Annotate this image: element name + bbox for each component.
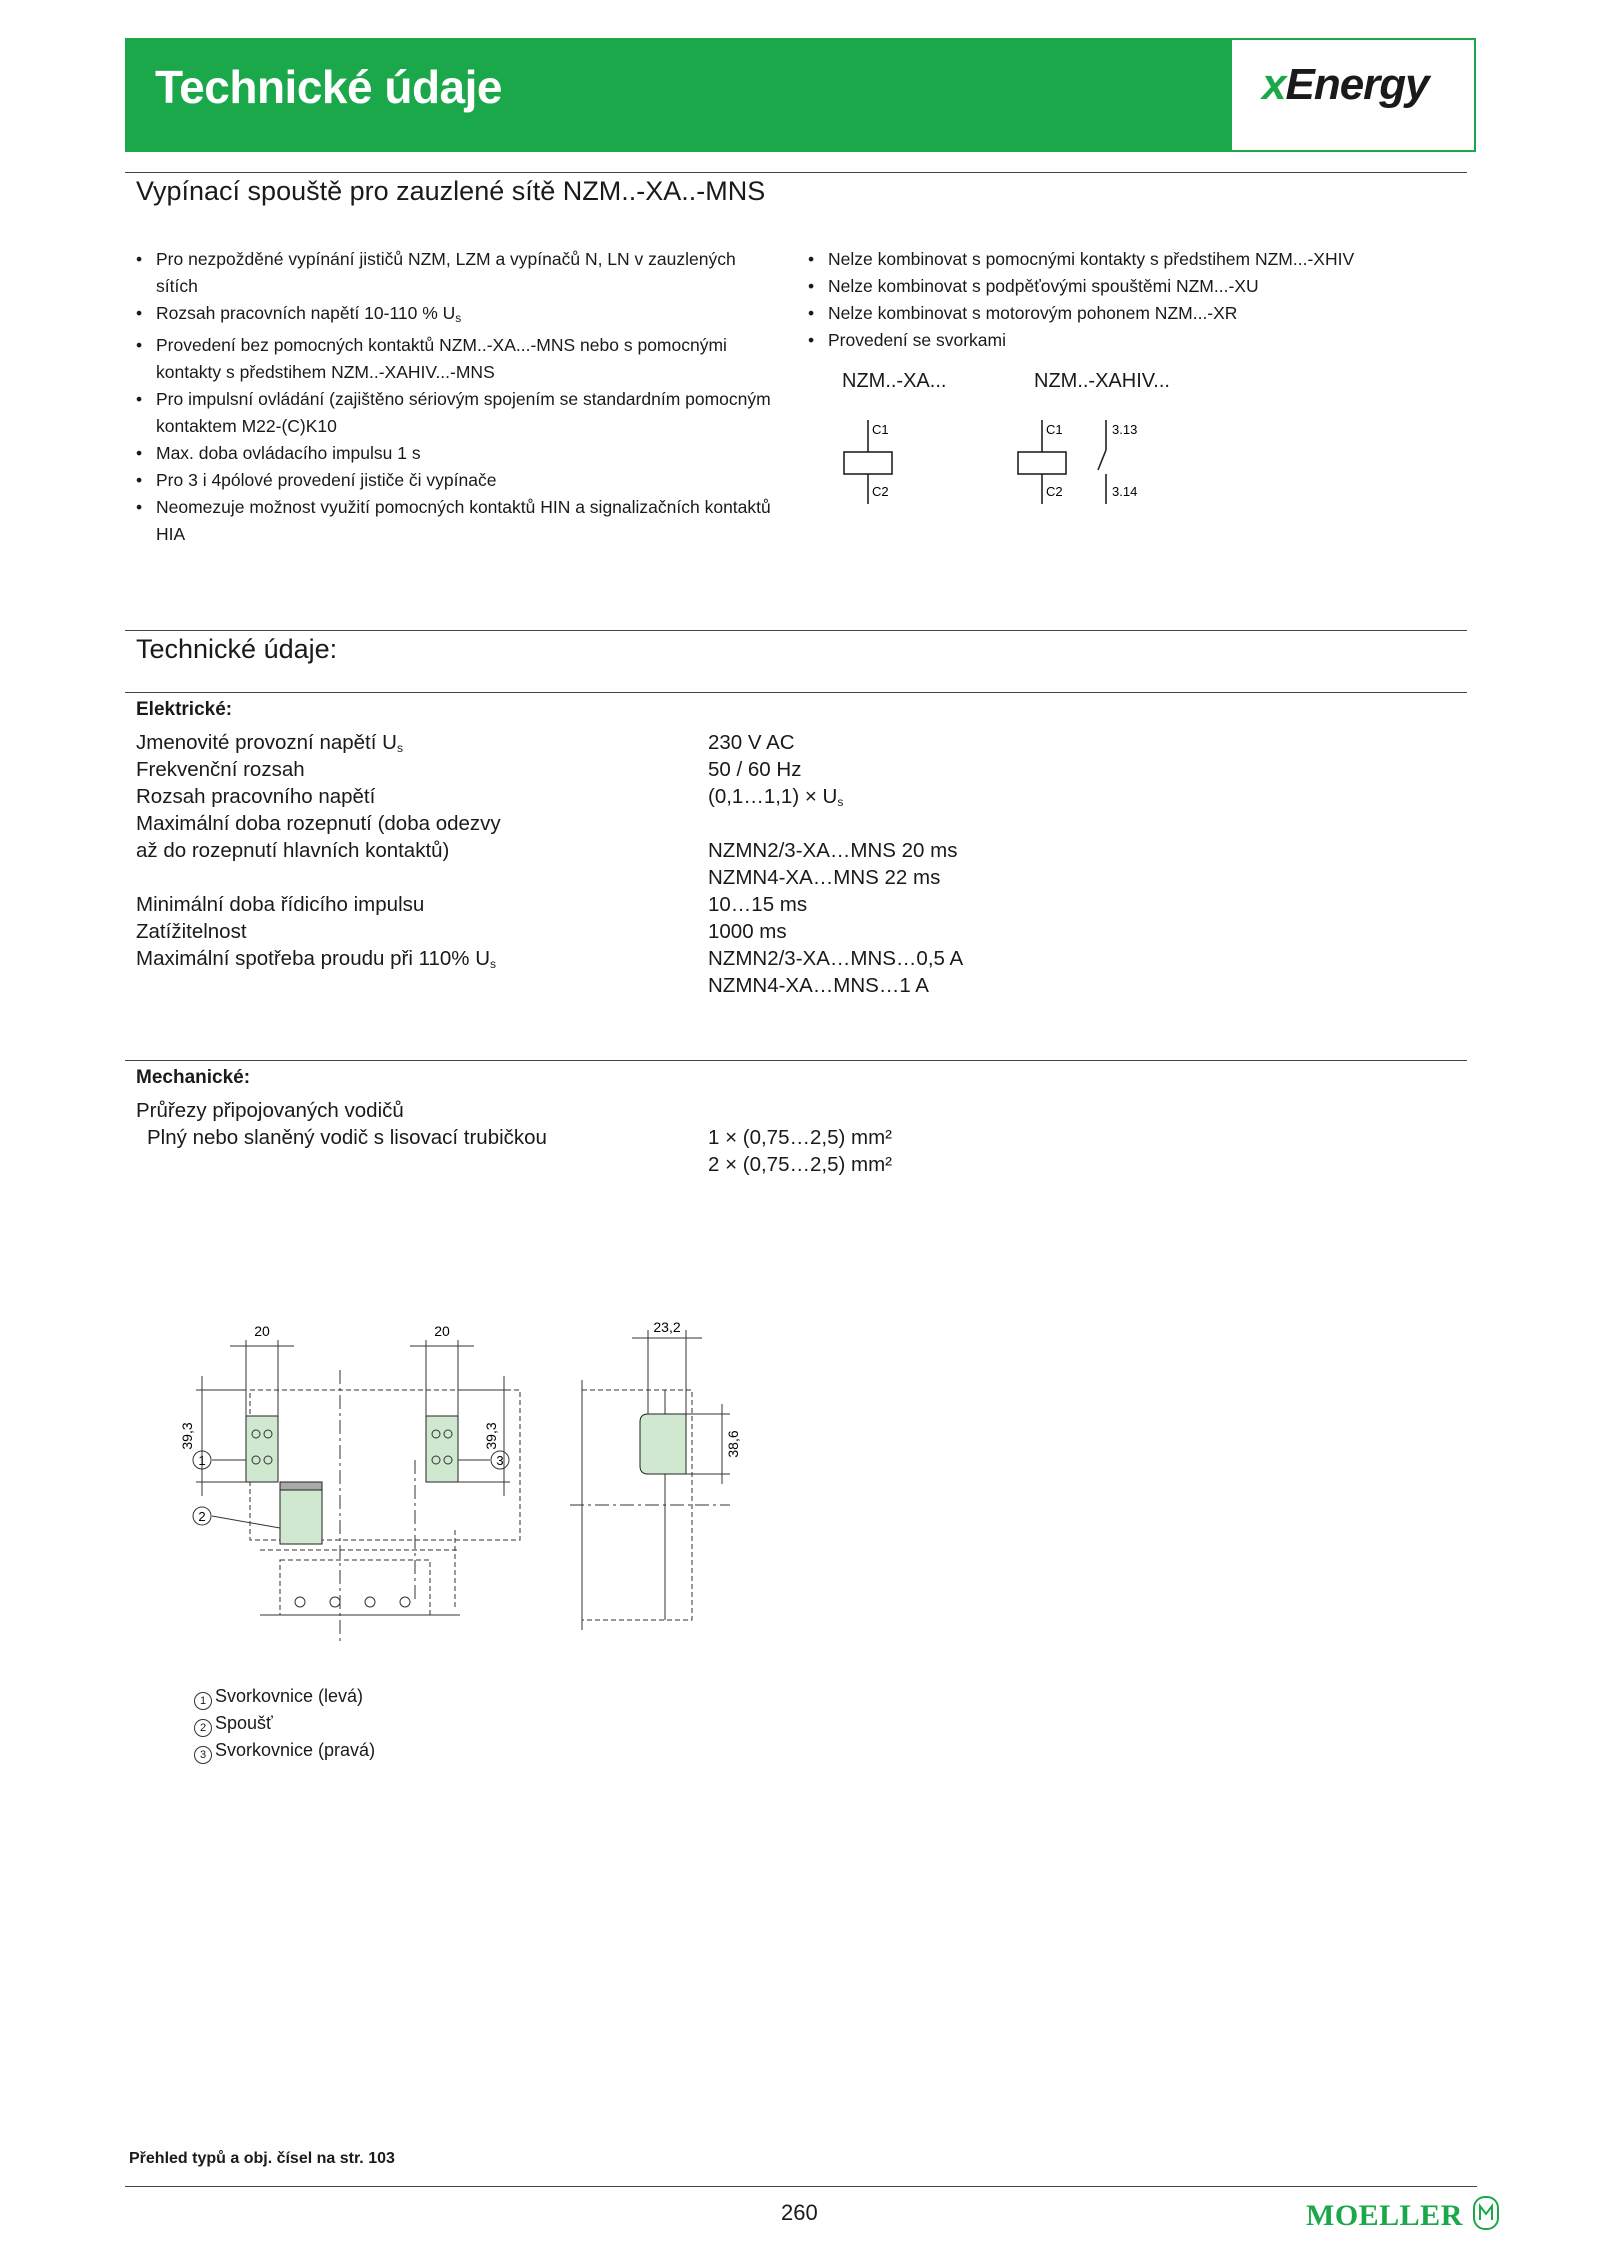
moeller-emblem-icon xyxy=(1473,2196,1499,2230)
terminal-c2: C2 xyxy=(1046,484,1063,499)
logo-text: Energy xyxy=(1285,60,1429,109)
spec-label xyxy=(136,1151,696,1178)
brand-text: MOELLER xyxy=(1306,2199,1463,2232)
spec-value: NZMN4-XA…MNS 22 ms xyxy=(708,866,941,889)
spec-value: NZMN2/3-XA…MNS…0,5 A xyxy=(708,947,964,970)
mechanical-labels xyxy=(136,1097,696,1178)
terminal-c1: C1 xyxy=(872,422,889,437)
dimension-drawing xyxy=(170,1310,790,1650)
list-item: • Max. doba ovládacího impulsu 1 s xyxy=(136,440,776,467)
symbol-label-xa: NZM..-XA... xyxy=(842,370,947,392)
drawing-legend xyxy=(194,1683,375,1764)
dim-20: 20 xyxy=(254,1323,270,1339)
spec-label: Jmenovité provozní napětí $U_s$ xyxy=(136,731,403,755)
divider xyxy=(125,630,1467,631)
divider xyxy=(125,2186,1477,2187)
callout-2: 2 xyxy=(198,1509,206,1524)
spec-label: Plný nebo slaněný vodič s lisovací trubičkou xyxy=(147,1126,547,1149)
list-item: • Nelze kombinovat s pomocnými kontakty s předstihem NZM...-XHIV xyxy=(808,246,1448,273)
bullet-list-right xyxy=(808,246,1448,354)
spec-value: NZMN2/3-XA…MNS 20 ms xyxy=(708,839,958,862)
legend-item: 1 Svorkovnice (levá) xyxy=(194,1683,375,1710)
bullet-list-left xyxy=(136,246,776,548)
spec-label: Průřezy připojovaných vodičů xyxy=(136,1099,404,1122)
legend-item: 2 Spoušť xyxy=(194,1710,375,1737)
terminal-314: 3.14 xyxy=(1112,484,1138,499)
section-title: Vypínací spouště pro zauzlené sítě NZM..-XA..-MNS xyxy=(136,176,766,206)
electrical-values xyxy=(708,729,1268,999)
list-item: • Provedení se svorkami xyxy=(808,327,1448,354)
divider xyxy=(125,692,1467,693)
spec-value: 2 × (0,75…2,5) mm² xyxy=(708,1153,892,1176)
list-item: • Nelze kombinovat s podpěťovými spouštěmi NZM...-XU xyxy=(808,273,1448,300)
terminal-313: 3.13 xyxy=(1112,422,1138,437)
spec-value: 230 V AC xyxy=(708,731,795,754)
list-item: • Provedení bez pomocných kontaktů NZM..-XA...-MNS nebo s pomocnými kontakty s předstihem NZM..-XAHIV...-MNS xyxy=(136,332,776,386)
terminal-c1: C1 xyxy=(1046,422,1063,437)
divider xyxy=(125,172,1467,173)
dim-38-6: 38,6 xyxy=(725,1430,741,1458)
spec-value: 10…15 ms xyxy=(708,893,808,916)
coil-schematic xyxy=(830,410,1160,510)
spec-value: 1 × (0,75…2,5) mm² xyxy=(708,1126,892,1149)
spec-value xyxy=(708,1097,1268,1124)
list-item: • Pro 3 i 4pólové provedení jističe či vypínače xyxy=(136,467,776,494)
page-number: 260 xyxy=(781,2200,818,2225)
electrical-labels xyxy=(136,729,696,999)
spec-label: Rozsah pracovního napětí xyxy=(136,785,376,808)
list-item: • Neomezuje možnost využití pomocných kontaktů HIN a signalizačních kontaktů HIA xyxy=(136,494,776,548)
spec-label: Zatížitelnost xyxy=(136,920,247,943)
spec-value: NZMN4-XA…MNS…1 A xyxy=(708,974,929,997)
footer-note: Přehled typů a obj. čísel na str. 103 xyxy=(129,2150,395,2167)
mechanical-heading: Mechanické: xyxy=(136,1067,251,1088)
spec-value xyxy=(708,810,1268,837)
spec-label: Minimální doba řídicího impulsu xyxy=(136,893,425,916)
logo-prefix: x xyxy=(1262,60,1286,109)
spec-value: 50 / 60 Hz xyxy=(708,758,802,781)
spec-value: 1000 ms xyxy=(708,920,787,943)
spec-label xyxy=(136,864,696,891)
electrical-heading: Elektrické: xyxy=(136,699,233,720)
list-item: • Rozsah pracovních napětí 10-110 % $U_s$ xyxy=(136,300,776,332)
list-item: • Pro nezpožděné vypínání jističů NZM, LZM a vypínačů N, LN v zauzlených sítích xyxy=(136,246,776,300)
dim-23-2: 23,2 xyxy=(653,1319,681,1335)
spec-label: až do rozepnutí hlavních kontaktů) xyxy=(136,839,450,862)
dim-39-3: 39,3 xyxy=(483,1422,499,1450)
symbol-label-xahiv: NZM..-XAHIV... xyxy=(1034,370,1170,392)
spec-label: Frekvenční rozsah xyxy=(136,758,305,781)
legend-item: 3 Svorkovnice (pravá) xyxy=(194,1737,375,1764)
dim-20: 20 xyxy=(434,1323,450,1339)
dim-39-3: 39,3 xyxy=(179,1422,195,1450)
moeller-logo xyxy=(1306,2196,1499,2233)
spec-label: Maximální spotřeba proudu při 110% $U_s$ xyxy=(136,947,496,971)
divider xyxy=(125,1060,1467,1061)
terminal-c2: C2 xyxy=(872,484,889,499)
callout-3: 3 xyxy=(496,1453,504,1468)
spec-value: (0,1…1,1) × $U_s$ xyxy=(708,785,844,809)
page-header xyxy=(125,38,1476,152)
mechanical-values xyxy=(708,1097,1268,1178)
spec-label: Maximální doba rozepnutí (doba odezvy xyxy=(136,812,501,835)
callout-1: 1 xyxy=(198,1453,206,1468)
list-item: • Pro impulsní ovládání (zajištěno sériovým spojením se standardním pomocným kontaktem M22-(C)K10 xyxy=(136,386,776,440)
spec-label xyxy=(136,972,696,999)
list-item: • Nelze kombinovat s motorovým pohonem NZM...-XR xyxy=(808,300,1448,327)
header-title: Technické údaje xyxy=(155,61,503,113)
section-title: Technické údaje: xyxy=(136,634,338,664)
xenergy-logo xyxy=(1232,40,1474,150)
